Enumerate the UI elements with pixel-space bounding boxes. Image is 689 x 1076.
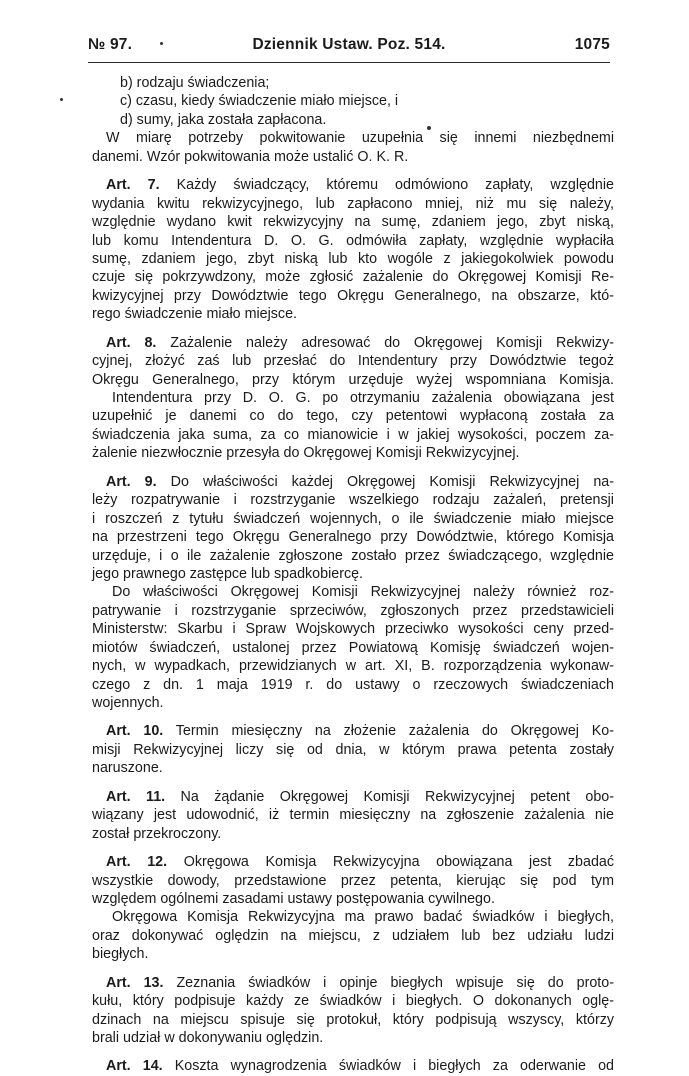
article-12-label: Art. 12. xyxy=(106,854,168,871)
list-item-d: d) sumy, jaka została zapłacona. xyxy=(120,111,327,128)
page-number: 1075 xyxy=(574,36,610,53)
receipt-paragraph-line: W miarę potrzeby pokwitowanie uzupełnia się innemi niezbędnemi xyxy=(106,130,614,147)
article-9-line: na przestrzeni tego Okręgu Generalnego przy Dowództwie, którego Komisja xyxy=(92,529,614,546)
article-8-line: uzupełnić je danemi co do tego, czy petentowi wypłaconą została za xyxy=(92,408,614,425)
article-8-line: Intendentura przy D. O. G. po otrzymaniu zażalenia obowiązana jest xyxy=(112,390,614,406)
article-9-label: Art. 9. xyxy=(106,473,157,490)
article-7-line: sumę, zdaniem jego, zbyt niską lub kto wogóle z jakiegokolwiek powodu xyxy=(92,250,614,267)
print-speck xyxy=(60,98,63,101)
article-12-line: biegłych. xyxy=(92,946,149,963)
article-11-line: został przekroczony. xyxy=(92,825,222,842)
article-9-line: miotów świadczeń, ustalonej przez Powiatową Komisję świadczeń wojen- xyxy=(92,639,614,656)
list-item-c: c) czasu, kiedy świadczenie miało miejsce, i xyxy=(120,93,399,110)
article-7-line: czuje się pokrzywdzony, może zgłosić zażalenie do Okręgowej Komisji Re- xyxy=(92,269,614,286)
article-12-line: Art. 12. Okręgowa Komisja Rekwizycyjna obowiązana jest zbadać xyxy=(106,854,614,871)
article-12-line: wszystkie dowody, przedstawione przez petenta, kierując się pod tym xyxy=(92,872,614,889)
article-10-line: Art. 10. Termin miesięczny na złożenie zażalenia do Okręgowej Ko- xyxy=(106,723,615,740)
article-9-line: czego z dn. 1 maja 1919 r. do ustawy o rzeczowych świadczeniach xyxy=(92,676,614,693)
article-14-label: Art. 14. xyxy=(106,1058,163,1075)
article-10-line: misji Rekwizycyjnej liczy się od dnia, w którym prawa petenta zostały xyxy=(92,741,614,758)
article-9-line: patrywanie i rozstrzyganie sprzeciwów, zgłoszonych przez przedstawicieli xyxy=(92,602,614,619)
article-7-line: rego świadczenie miało miejsce. xyxy=(92,306,298,323)
article-7-line: względnie wydano kwit rekwizycyjny na sumę, zdaniem jego, zbyt niską, xyxy=(92,214,614,231)
issue-number: № 97. xyxy=(88,36,133,53)
print-speck xyxy=(427,126,431,130)
article-14-line: Art. 14. Koszta wynagrodzenia świadków i biegłych za oderwanie od xyxy=(106,1058,615,1075)
article-10-label: Art. 10. xyxy=(106,723,164,740)
article-8-line: świadczenia jaka suma, za co mianowicie i w jakiej wysokości, poczem za- xyxy=(92,426,614,443)
article-8-line: Okręgu Generalnego, przy którym urzęduje wyżej wspomniana Komisja. xyxy=(92,371,614,388)
article-12-line: Okręgowa Komisja Rekwizycyjna ma prawo badać świadków i biegłych, xyxy=(112,909,614,926)
article-8-line: cyjnej, złożyć zaś lub przesłać do Intendentury przy Dowództwie tegoż xyxy=(92,353,614,370)
article-12-line: oraz dokonywać oględzin na miejscu, z udziałem lub bez udziału ludzi xyxy=(92,927,614,944)
article-13-line: brali udział w dokonywaniu oględzin. xyxy=(92,1030,324,1046)
article-12-line: względem ogólnemi zasadami ustawy postępowania cywilnego. xyxy=(92,890,495,907)
article-9-line: nych, w wypadkach, przewidzianych w art. XI, B. rozporządzenia wykonaw- xyxy=(92,658,614,675)
article-8-label: Art. 8. xyxy=(106,334,157,351)
journal-title: Dziennik Ustaw. Poz. 514. xyxy=(252,36,446,53)
print-speck xyxy=(160,42,163,45)
article-8-line: żalenie niezwłocznie przesyła do Okręgowej Komisji Rekwizycyjnej. xyxy=(92,445,520,462)
article-7-line: kwizycyjnej przy Dowództwie tego Okręgu Generalnego, na obszarze, któ- xyxy=(92,287,614,304)
article-13-line: dzinach na miejscu spisuje się protokuł, który podpisują wszyscy, którzy xyxy=(92,1011,614,1028)
article-9-line: leży rozpatrywanie i rozstrzyganie wszelkiego rodzaju zażaleń, pretensji xyxy=(92,492,614,509)
header-rule xyxy=(88,62,610,63)
article-7-label: Art. 7. xyxy=(106,177,160,194)
article-13-label: Art. 13. xyxy=(106,974,164,991)
list-item-b: b) rodzaju świadczenia; xyxy=(120,75,270,91)
article-13-line: kułu, który podpisuje każdy ze świadków i biegłych. O dokonanych oglę- xyxy=(92,993,614,1010)
document-body xyxy=(92,74,614,1076)
page-header xyxy=(88,36,610,58)
article-9-line: Do właściwości Okręgowej Komisji Rekwizycyjnej należy również roz- xyxy=(112,584,614,601)
article-9-line: jego prawnego zastępce lub spadkobiercę. xyxy=(92,565,364,582)
article-9-line: urzęduje, i o ile zażalenie zgłoszone zostało przez świadczącego, względnie xyxy=(92,547,614,564)
article-13-line: Art. 13. Zeznania świadków i opinje biegłych wpisuje się do proto- xyxy=(106,974,614,991)
article-8-line: Art. 8. Zażalenie należy adresować do Okręgowej Komisji Rekwizy- xyxy=(106,334,614,351)
article-11-line: Art. 11. Na żądanie Okręgowej Komisji Rekwizycyjnej petent obo- xyxy=(106,788,614,805)
article-11-label: Art. 11. xyxy=(106,788,166,805)
article-11-line: wiązany jest udowodnić, iż termin miesięczny na zgłoszenie zażalenia nie xyxy=(92,807,614,824)
article-9-line: Art. 9. Do właściwości każdej Okręgowej Komisji Rekwizycyjnej na- xyxy=(106,473,614,490)
article-9-line: Ministerstw: Skarbu i Spraw Wojskowych przeciwko wysokości ceny przed- xyxy=(92,621,614,638)
receipt-paragraph-line: danemi. Wzór pokwitowania może ustalić O. K. R. xyxy=(92,148,409,165)
article-7-line: Art. 7. Każdy świadczący, któremu odmówiono zapłaty, względnie xyxy=(106,177,614,194)
article-7-line: lub komu Intendentura D. O. G. odmówiła zapłaty, względnie wypłaciła xyxy=(92,232,614,249)
article-9-line: wojennych. xyxy=(92,695,164,711)
article-10-line: naruszone. xyxy=(92,760,163,777)
article-7-line: wydania kwitu rekwizycyjnego, lub zapłacono mniej, niż mu się należy, xyxy=(92,195,614,212)
article-9-line: i roszczeń z tytułu świadczeń wojennych, o ile świadczenie miało miejsce xyxy=(92,510,614,527)
